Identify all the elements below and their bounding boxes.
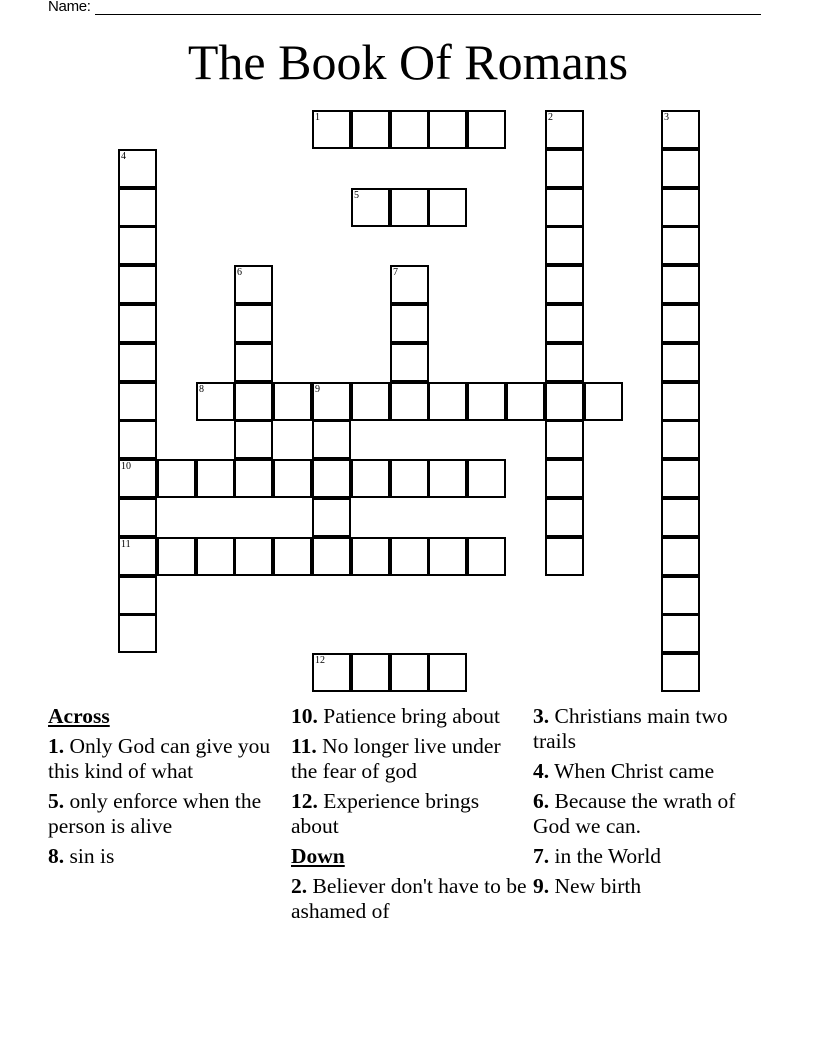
clue-number-label: 1: [315, 112, 320, 123]
grid-cell[interactable]: [467, 110, 506, 149]
grid-cell[interactable]: [661, 343, 700, 382]
clue-across-8: [48, 844, 288, 869]
clue-down-9: [533, 874, 773, 899]
grid-cell[interactable]: [234, 537, 273, 576]
grid-cell[interactable]: [661, 420, 700, 459]
grid-cell[interactable]: [273, 459, 312, 498]
grid-cell[interactable]: [118, 226, 157, 265]
grid-cell[interactable]: [390, 537, 429, 576]
grid-cell[interactable]: [234, 304, 273, 343]
clue-number: 3.: [533, 704, 550, 728]
grid-cell[interactable]: [506, 382, 545, 421]
clue-number: 10.: [291, 704, 318, 728]
grid-cell[interactable]: [118, 420, 157, 459]
grid-cell[interactable]: [661, 110, 700, 149]
grid-cell[interactable]: [118, 576, 157, 615]
clue-number-label: 5: [354, 190, 359, 201]
grid-cell[interactable]: [661, 188, 700, 227]
clue-number-label: 7: [393, 267, 398, 278]
grid-cell[interactable]: [118, 343, 157, 382]
grid-cell[interactable]: [234, 382, 273, 421]
grid-cell[interactable]: [312, 498, 351, 537]
grid-cell[interactable]: [312, 110, 351, 149]
clue-text: in the World: [549, 844, 662, 868]
clue-number-label: 3: [664, 112, 669, 123]
grid-cell[interactable]: [351, 653, 390, 692]
grid-cell[interactable]: [661, 304, 700, 343]
grid-cell[interactable]: [545, 149, 584, 188]
clue-text: sin is: [64, 844, 115, 868]
grid-cell[interactable]: [351, 537, 390, 576]
clue-text: only enforce when the person is alive: [48, 789, 262, 838]
clue-number: 9.: [533, 874, 550, 898]
grid-cell[interactable]: [196, 537, 235, 576]
clue-text: Experience brings about: [291, 789, 480, 838]
clue-number: 12.: [291, 789, 318, 813]
grid-cell[interactable]: [390, 110, 429, 149]
grid-cell[interactable]: [118, 382, 157, 421]
grid-cell[interactable]: [545, 420, 584, 459]
grid-cell[interactable]: [428, 537, 467, 576]
down-header: Down: [291, 844, 345, 868]
clue-number: 4.: [533, 759, 550, 783]
clue-across-5: [48, 789, 288, 839]
grid-cell[interactable]: [234, 343, 273, 382]
grid-cell[interactable]: [545, 382, 584, 421]
grid-cell[interactable]: [157, 537, 196, 576]
grid-cell[interactable]: [545, 188, 584, 227]
clue-text: When Christ came: [549, 759, 715, 783]
grid-cell[interactable]: [351, 382, 390, 421]
grid-cell[interactable]: [661, 459, 700, 498]
across-header: Across: [48, 704, 110, 728]
clue-number: 5.: [48, 789, 65, 813]
grid-cell[interactable]: [196, 459, 235, 498]
clue-text: Christians main two trails: [533, 704, 728, 753]
grid-cell[interactable]: [196, 382, 235, 421]
grid-cell[interactable]: [661, 226, 700, 265]
clue-number-label: 6: [237, 267, 242, 278]
clue-number: 6.: [533, 789, 550, 813]
clue-down-6: [533, 789, 773, 839]
grid-cell[interactable]: [118, 304, 157, 343]
grid-cell[interactable]: [428, 653, 467, 692]
grid-cell[interactable]: [118, 459, 157, 498]
grid-cell[interactable]: [467, 382, 506, 421]
clue-across-1: [48, 734, 288, 784]
clues-column-1: [48, 704, 288, 874]
grid-cell[interactable]: [428, 382, 467, 421]
grid-cell[interactable]: [118, 498, 157, 537]
clue-number-label: 9: [315, 384, 320, 395]
clue-number-label: 10: [121, 461, 131, 472]
clue-text: Only God can give you this kind of what: [48, 734, 271, 783]
clue-text: No longer live under the fear of god: [291, 734, 501, 783]
clue-down-3: [533, 704, 773, 754]
grid-cell[interactable]: [234, 420, 273, 459]
clue-number-label: 2: [548, 112, 553, 123]
clue-number-label: 8: [199, 384, 204, 395]
grid-cell[interactable]: [312, 382, 351, 421]
grid-cell[interactable]: [234, 265, 273, 304]
grid-cell[interactable]: [428, 459, 467, 498]
grid-cell[interactable]: [584, 382, 623, 421]
clue-text: Believer don't have to be ashamed of: [291, 874, 527, 923]
name-label: Name:: [48, 0, 91, 15]
grid-cell[interactable]: [390, 653, 429, 692]
grid-cell[interactable]: [351, 459, 390, 498]
grid-cell[interactable]: [273, 537, 312, 576]
clue-number-label: 11: [121, 539, 131, 550]
grid-cell[interactable]: [467, 459, 506, 498]
clue-number: 11.: [291, 734, 317, 758]
clue-number: 7.: [533, 844, 550, 868]
grid-cell[interactable]: [661, 382, 700, 421]
clues-column-2: [291, 704, 531, 929]
grid-cell[interactable]: [312, 653, 351, 692]
clue-number-label: 12: [315, 655, 325, 666]
grid-cell[interactable]: [545, 459, 584, 498]
grid-cell[interactable]: [545, 110, 584, 149]
grid-cell[interactable]: [545, 226, 584, 265]
grid-cell[interactable]: [118, 188, 157, 227]
grid-cell[interactable]: [351, 188, 390, 227]
clue-number-label: 4: [121, 151, 126, 162]
clues-column-3: [533, 704, 773, 904]
grid-cell[interactable]: [428, 188, 467, 227]
grid-cell[interactable]: [157, 459, 196, 498]
grid-cell[interactable]: [661, 614, 700, 653]
grid-cell[interactable]: [312, 537, 351, 576]
clue-down-2: [291, 874, 531, 924]
grid-cell[interactable]: [390, 382, 429, 421]
grid-cell[interactable]: [390, 188, 429, 227]
clue-number: 2.: [291, 874, 308, 898]
grid-cell[interactable]: [390, 304, 429, 343]
grid-cell[interactable]: [312, 420, 351, 459]
grid-cell[interactable]: [661, 653, 700, 692]
grid-cell[interactable]: [234, 459, 273, 498]
clue-text: Patience bring about: [317, 704, 500, 728]
grid-cell[interactable]: [390, 459, 429, 498]
clue-across-11: [291, 734, 531, 784]
grid-cell[interactable]: [118, 537, 157, 576]
grid-cell[interactable]: [545, 537, 584, 576]
grid-cell[interactable]: [390, 343, 429, 382]
grid-cell[interactable]: [545, 304, 584, 343]
clue-down-7: [533, 844, 773, 869]
grid-cell[interactable]: [545, 265, 584, 304]
grid-cell[interactable]: [273, 382, 312, 421]
clue-number: 8.: [48, 844, 65, 868]
grid-cell[interactable]: [428, 110, 467, 149]
clue-down-4: [533, 759, 773, 784]
grid-cell[interactable]: [467, 537, 506, 576]
grid-cell[interactable]: [661, 149, 700, 188]
grid-cell[interactable]: [118, 149, 157, 188]
clue-across-10: [291, 704, 531, 729]
grid-cell[interactable]: [661, 265, 700, 304]
grid-cell[interactable]: [661, 576, 700, 615]
page-title: The Book Of Romans: [187, 34, 629, 90]
grid-cell[interactable]: [545, 343, 584, 382]
clue-number: 1.: [48, 734, 65, 758]
grid-cell[interactable]: [351, 110, 390, 149]
grid-cell[interactable]: [661, 537, 700, 576]
grid-cell[interactable]: [312, 459, 351, 498]
clue-across-12: [291, 789, 531, 839]
clue-text: New birth: [549, 874, 642, 898]
grid-cell[interactable]: [661, 498, 700, 537]
grid-cell[interactable]: [390, 265, 429, 304]
clue-text: Because the wrath of God we can.: [533, 789, 736, 838]
grid-cell[interactable]: [118, 265, 157, 304]
grid-cell[interactable]: [545, 498, 584, 537]
grid-cell[interactable]: [118, 614, 157, 653]
